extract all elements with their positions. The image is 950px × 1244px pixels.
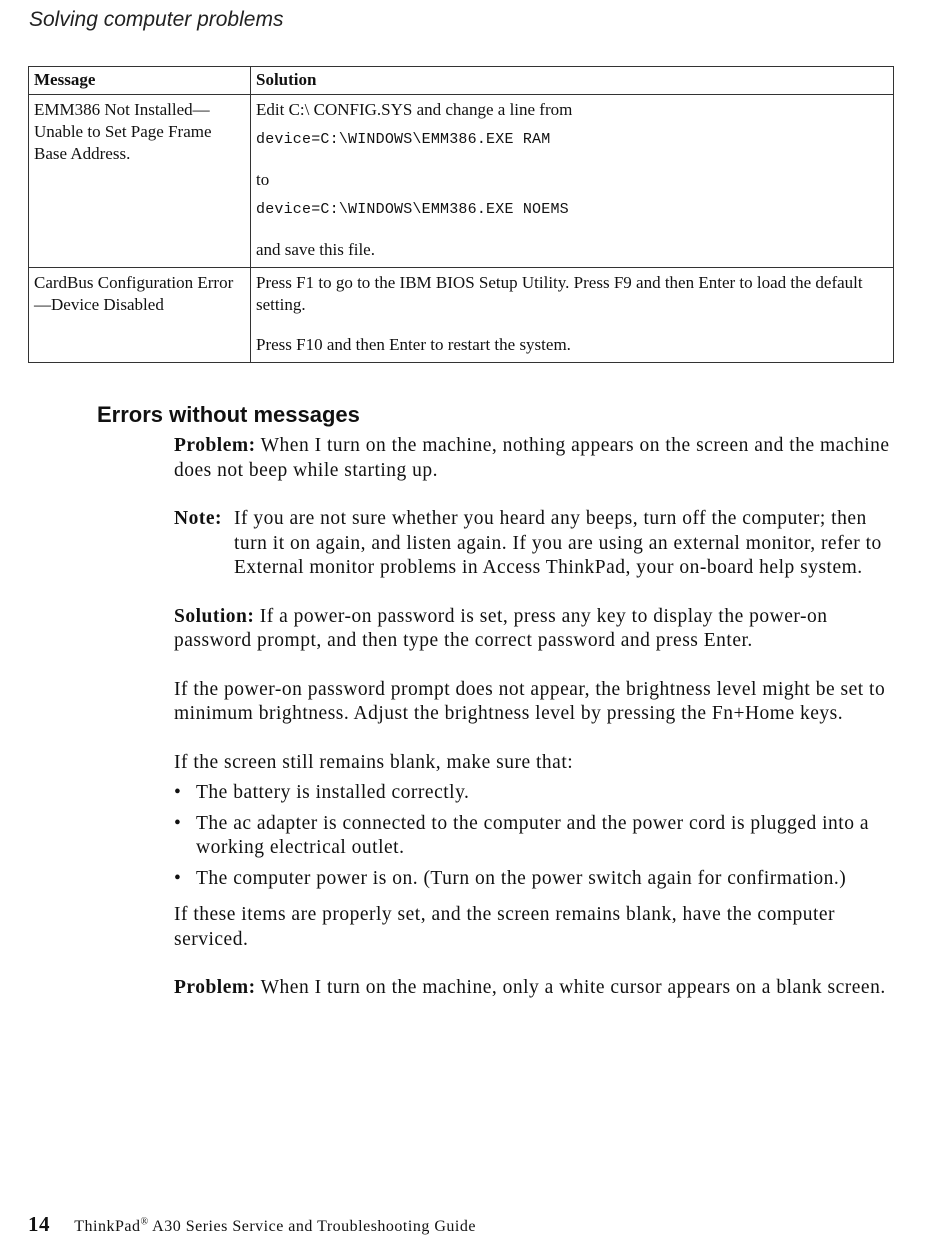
footer-guide-title: A30 Series Service and Troubleshooting Guide (152, 1218, 476, 1235)
section-body (174, 434, 894, 1025)
solution-paragraph (174, 605, 894, 654)
note-text: If you are not sure whether you heard any beeps, turn off the computer; then turn it on again, and listen again. If you are using an external monitor, refer to External monitor problems in Access ThinkPad, your on-board help system. (234, 508, 882, 578)
solution-paragraph: Press F1 to go to the IBM BIOS Setup Utility. Press F9 and then Enter to load the default setting. (256, 273, 863, 314)
footer-brand: ThinkPad (74, 1218, 141, 1235)
table-row (29, 268, 894, 363)
solution-text: If a power-on password is set, press any key to display the power-on password prompt, and then type the correct password and press Enter. (174, 605, 828, 651)
blank-screen-paragraph: If the screen still remains blank, make sure that: (174, 751, 574, 773)
solution-cell (251, 268, 894, 363)
page-number: 14 (28, 1212, 50, 1236)
problem-text: When I turn on the machine, nothing appears on the screen and the machine does not beep while starting up. (174, 435, 890, 481)
solution-to-word: to (256, 170, 270, 189)
message-cell: CardBus Configuration Error—Device Disabled (29, 268, 251, 363)
solution-intro: Edit C:\ CONFIG.SYS and change a line from (256, 100, 573, 119)
note-label: Note: (174, 508, 222, 529)
message-cell: EMM386 Not Installed—Unable to Set Page Frame Base Address. (29, 95, 251, 268)
solution-paragraph: Press F10 and then Enter to restart the system. (256, 335, 571, 354)
running-head: Solving computer problems (29, 8, 284, 31)
problem-paragraph (174, 434, 894, 483)
service-paragraph: If these items are properly set, and the screen remains blank, have the computer serviced. (174, 904, 836, 950)
solution-label: Solution: (174, 605, 255, 627)
problem-text: When I turn on the machine, only a white cursor appears on a blank screen. (260, 977, 886, 998)
list-item: • The computer power is on. (Turn on the power switch again for confirmation.) (174, 867, 847, 889)
list-item: • The ac adapter is connected to the computer and the power cord is plugged into a working electrical outlet. (174, 812, 869, 858)
solution-outro: and save this file. (256, 240, 375, 259)
registered-mark: ® (140, 1216, 149, 1228)
table-header-row (29, 67, 894, 95)
problem-label: Problem: (174, 435, 256, 456)
note-block (174, 507, 894, 581)
problem-label: Problem: (174, 977, 256, 998)
list-item: • The battery is installed correctly. (174, 782, 470, 803)
solution-cell (251, 95, 894, 268)
code-line-to: device=C:\WINDOWS\EMM386.EXE NOEMS (256, 201, 569, 218)
column-header-solution: Solution (251, 67, 894, 95)
table-row (29, 95, 894, 268)
section-heading: Errors without messages (97, 402, 360, 427)
checklist (174, 781, 894, 891)
page-footer (28, 1212, 476, 1237)
code-line-from: device=C:\WINDOWS\EMM386.EXE RAM (256, 131, 551, 148)
error-message-table (28, 66, 894, 363)
problem-paragraph (174, 976, 894, 1001)
column-header-message: Message (29, 67, 251, 95)
brightness-paragraph: If the power-on password prompt does not appear, the brightness level might be set to minimum brightness. Adjust the brightness level by pressing the Fn+Home keys. (174, 678, 886, 724)
